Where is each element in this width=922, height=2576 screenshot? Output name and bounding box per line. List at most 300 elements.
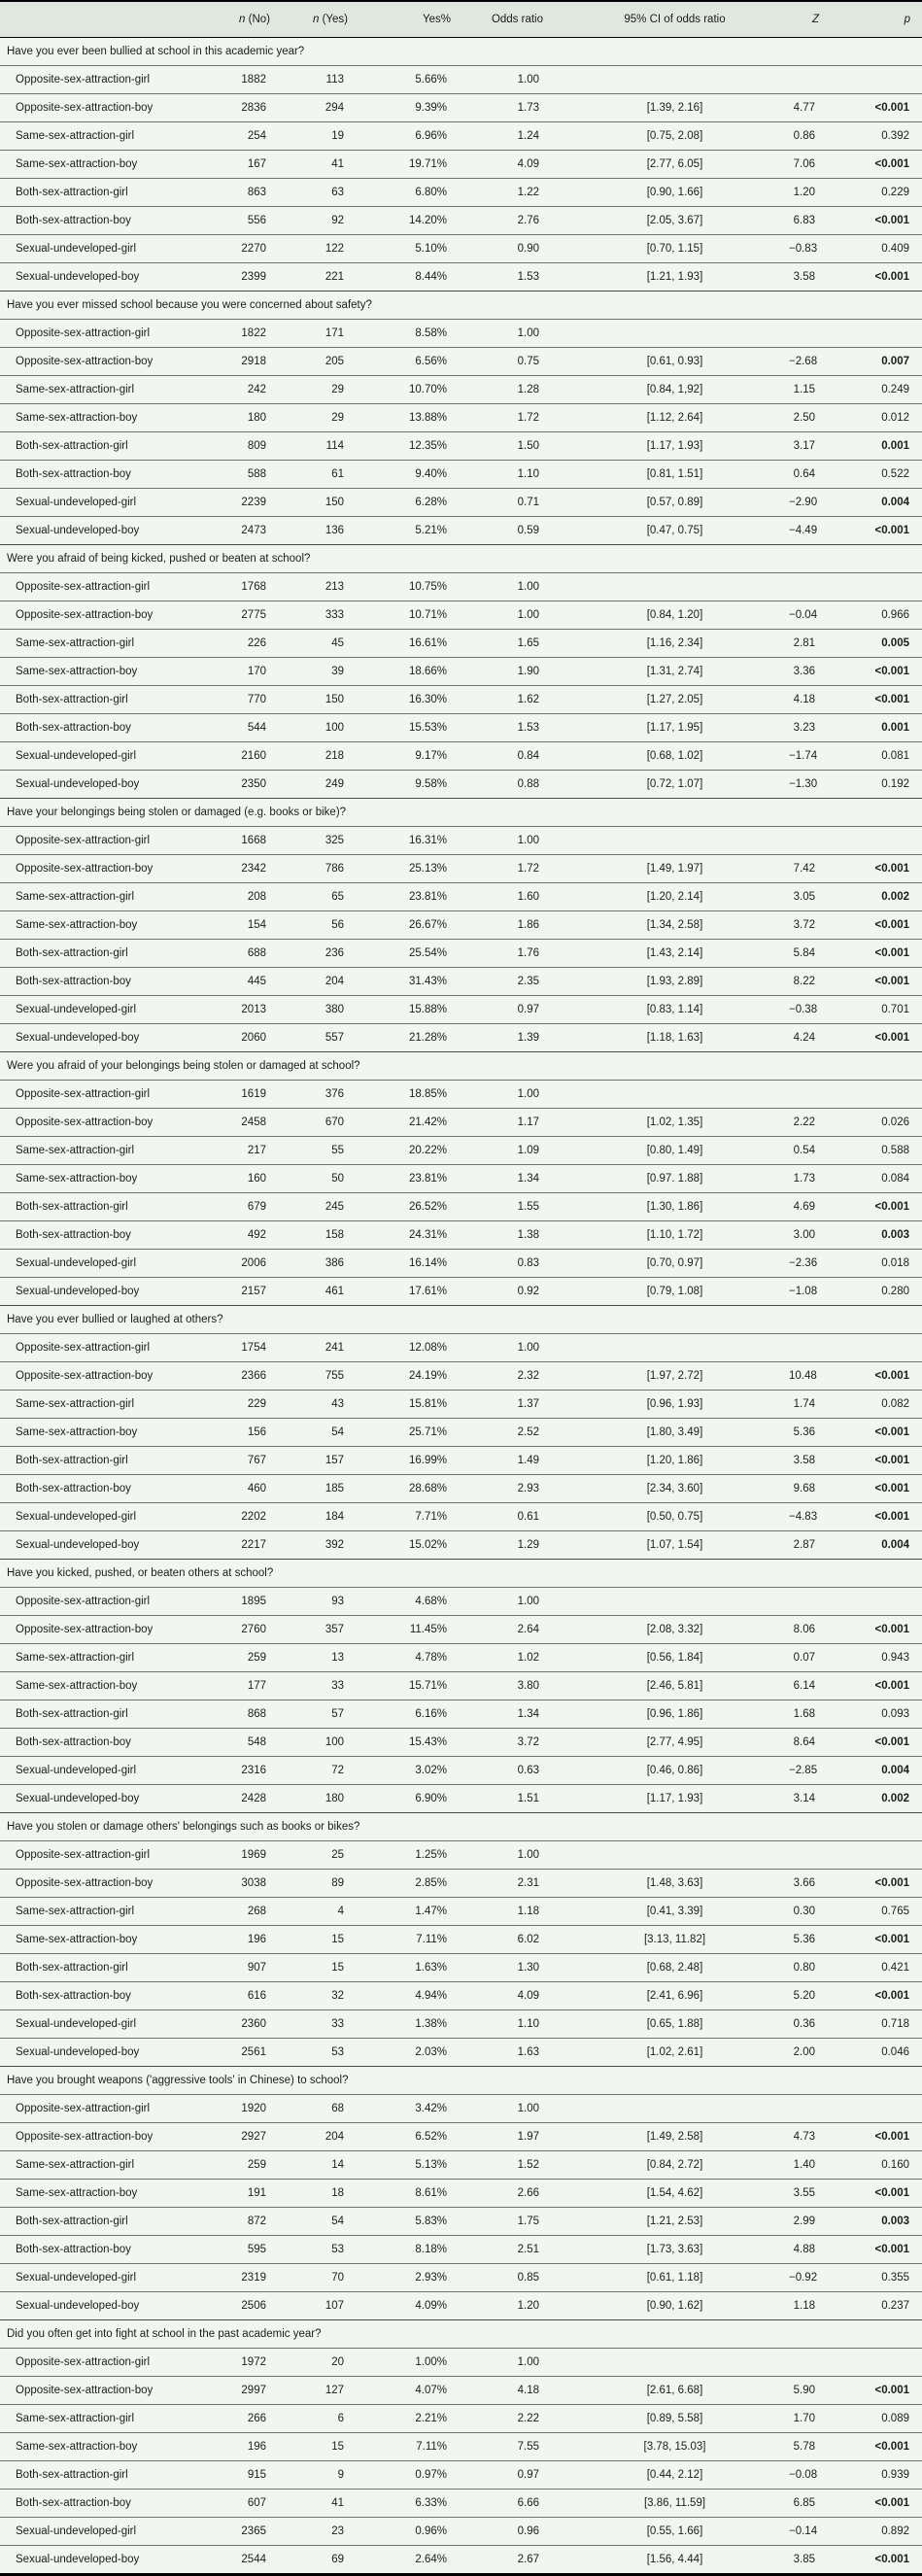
cell-n_no: 2918	[199, 348, 272, 376]
cell-z: 3.58	[788, 1447, 846, 1475]
cell-ci: [2.77, 6.05]	[545, 151, 788, 179]
cell-ci	[545, 573, 788, 601]
section-question-text: Did you often get into fight at school in the past academic year?	[0, 2320, 922, 2349]
group-label: Both-sex-attraction-boy	[0, 1475, 199, 1503]
group-label: Opposite-sex-attraction-boy	[0, 1109, 199, 1137]
cell-n_yes: 376	[272, 1081, 350, 1109]
cell-ci: [0.50, 0.75]	[545, 1503, 788, 1531]
cell-z: −1.30	[788, 771, 846, 799]
column-header-z: Z	[788, 1, 846, 38]
cell-z: 3.58	[788, 263, 846, 292]
group-label: Same-sex-attraction-girl	[0, 2405, 199, 2433]
cell-z: −4.49	[788, 517, 846, 545]
cell-n_no: 1619	[199, 1081, 272, 1109]
table-row	[0, 404, 922, 432]
cell-yes: 9.40%	[350, 461, 453, 489]
cell-n_yes: 63	[272, 179, 350, 207]
cell-n_yes: 213	[272, 573, 350, 601]
cell-ci: [3.86, 11.59]	[545, 2490, 788, 2518]
cell-n_no: 492	[199, 1221, 272, 1250]
group-label: Same-sex-attraction-girl	[0, 1391, 199, 1419]
cell-or: 2.76	[453, 207, 545, 235]
cell-n_no: 607	[199, 2490, 272, 2518]
cell-ci: [2.05, 3.67]	[545, 207, 788, 235]
cell-n_yes: 53	[272, 2039, 350, 2067]
column-header-group	[0, 1, 199, 38]
cell-n_no: 180	[199, 404, 272, 432]
cell-p	[846, 1588, 922, 1616]
cell-z: 3.72	[788, 911, 846, 940]
cell-n_yes: 92	[272, 207, 350, 235]
cell-ci: [1.48, 3.63]	[545, 1870, 788, 1898]
cell-ci: [1.17, 1.93]	[545, 1785, 788, 1813]
cell-ci: [1.02, 1.35]	[545, 1109, 788, 1137]
cell-p: <0.001	[846, 263, 922, 292]
group-label: Sexual-undeveloped-boy	[0, 1024, 199, 1052]
group-label: Sexual-undeveloped-girl	[0, 1503, 199, 1531]
cell-yes: 12.35%	[350, 432, 453, 461]
section-question-text: Have your belongings being stolen or damaged (e.g. books or bike)?	[0, 799, 922, 827]
table-row	[0, 2236, 922, 2264]
cell-n_no: 167	[199, 151, 272, 179]
table-row	[0, 151, 922, 179]
cell-n_yes: 294	[272, 94, 350, 122]
cell-ci: [0.80, 1.49]	[545, 1137, 788, 1165]
cell-yes: 16.31%	[350, 827, 453, 855]
cell-ci: [1.18, 1.63]	[545, 1024, 788, 1052]
cell-n_yes: 236	[272, 940, 350, 968]
cell-n_yes: 65	[272, 883, 350, 911]
cell-or: 1.10	[453, 461, 545, 489]
cell-n_no: 1969	[199, 1841, 272, 1870]
cell-n_no: 595	[199, 2236, 272, 2264]
cell-or: 1.51	[453, 1785, 545, 1813]
cell-p: <0.001	[846, 968, 922, 996]
cell-ci: [1.31, 2.74]	[545, 658, 788, 686]
cell-n_yes: 100	[272, 714, 350, 742]
cell-z: 3.36	[788, 658, 846, 686]
cell-ci: [1.54, 4.62]	[545, 2180, 788, 2208]
cell-or: 1.00	[453, 66, 545, 94]
cell-p: 0.012	[846, 404, 922, 432]
cell-n_yes: 33	[272, 2010, 350, 2039]
table-row	[0, 1391, 922, 1419]
cell-z: 5.78	[788, 2433, 846, 2461]
cell-n_yes: 14	[272, 2151, 350, 2180]
cell-yes: 6.16%	[350, 1700, 453, 1729]
table-row	[0, 1982, 922, 2010]
cell-ci: [1.02, 2.61]	[545, 2039, 788, 2067]
cell-z: 8.64	[788, 1729, 846, 1757]
cell-n_yes: 171	[272, 320, 350, 348]
cell-p: <0.001	[846, 1926, 922, 1954]
cell-ci: [0.84, 2.72]	[545, 2151, 788, 2180]
table-row	[0, 1926, 922, 1954]
cell-n_yes: 56	[272, 911, 350, 940]
cell-n_no: 1754	[199, 1334, 272, 1362]
cell-z: 2.81	[788, 630, 846, 658]
cell-or: 0.90	[453, 235, 545, 263]
cell-ci: [0.84, 1,92]	[545, 376, 788, 404]
cell-n_yes: 786	[272, 855, 350, 883]
cell-n_yes: 136	[272, 517, 350, 545]
cell-ci: [1.17, 1.93]	[545, 432, 788, 461]
cell-ci	[545, 827, 788, 855]
cell-p: 0.392	[846, 122, 922, 151]
cell-n_yes: 205	[272, 348, 350, 376]
cell-yes: 6.28%	[350, 489, 453, 517]
cell-yes: 3.02%	[350, 1757, 453, 1785]
group-label: Opposite-sex-attraction-girl	[0, 2349, 199, 2377]
cell-n_no: 2239	[199, 489, 272, 517]
cell-n_no: 242	[199, 376, 272, 404]
table-row	[0, 1729, 922, 1757]
cell-z: 1.15	[788, 376, 846, 404]
cell-or: 1.62	[453, 686, 545, 714]
cell-yes: 1.25%	[350, 1841, 453, 1870]
cell-p: 0.701	[846, 996, 922, 1024]
cell-n_no: 2013	[199, 996, 272, 1024]
cell-yes: 26.52%	[350, 1193, 453, 1221]
group-label: Same-sex-attraction-girl	[0, 1898, 199, 1926]
cell-z: −2.68	[788, 348, 846, 376]
cell-yes: 24.31%	[350, 1221, 453, 1250]
cell-p: <0.001	[846, 1024, 922, 1052]
cell-yes: 15.53%	[350, 714, 453, 742]
cell-ci: [1.34, 2.58]	[545, 911, 788, 940]
table-row	[0, 1503, 922, 1531]
section-question-row	[0, 38, 922, 66]
table-row	[0, 1841, 922, 1870]
cell-ci: [1.43, 2.14]	[545, 940, 788, 968]
cell-yes: 2.64%	[350, 2546, 453, 2575]
cell-ci: [1.30, 1.86]	[545, 1193, 788, 1221]
cell-n_yes: 69	[272, 2546, 350, 2575]
cell-ci: [2.46, 5.81]	[545, 1672, 788, 1700]
cell-ci: [0.72, 1.07]	[545, 771, 788, 799]
cell-p: 0.026	[846, 1109, 922, 1137]
cell-n_no: 544	[199, 714, 272, 742]
table-row	[0, 1757, 922, 1785]
group-label: Both-sex-attraction-boy	[0, 968, 199, 996]
table-row	[0, 1898, 922, 1926]
cell-p	[846, 1841, 922, 1870]
table-row	[0, 489, 922, 517]
cell-n_yes: 70	[272, 2264, 350, 2292]
cell-p: <0.001	[846, 1503, 922, 1531]
cell-yes: 15.02%	[350, 1531, 453, 1560]
cell-n_no: 2006	[199, 1250, 272, 1278]
cell-n_no: 191	[199, 2180, 272, 2208]
cell-p: <0.001	[846, 2236, 922, 2264]
table-row	[0, 235, 922, 263]
cell-yes: 23.81%	[350, 883, 453, 911]
cell-or: 1.34	[453, 1700, 545, 1729]
section-question-row	[0, 799, 922, 827]
table-row	[0, 771, 922, 799]
cell-ci: [0.90, 1.62]	[545, 2292, 788, 2320]
table-row	[0, 2208, 922, 2236]
cell-ci: [0.70, 0.97]	[545, 1250, 788, 1278]
cell-or: 0.92	[453, 1278, 545, 1306]
group-label: Sexual-undeveloped-boy	[0, 1278, 199, 1306]
table-row	[0, 573, 922, 601]
column-header-p: p	[846, 1, 922, 38]
cell-or: 0.63	[453, 1757, 545, 1785]
group-label: Both-sex-attraction-girl	[0, 2208, 199, 2236]
cell-ci: [2.41, 6.96]	[545, 1982, 788, 2010]
cell-p: 0.004	[846, 1757, 922, 1785]
cell-n_no: 2202	[199, 1503, 272, 1531]
cell-or: 1.29	[453, 1531, 545, 1560]
cell-yes: 8.44%	[350, 263, 453, 292]
cell-p: 0.409	[846, 235, 922, 263]
cell-or: 1.63	[453, 2039, 545, 2067]
group-label: Both-sex-attraction-boy	[0, 1221, 199, 1250]
cell-or: 1.10	[453, 2010, 545, 2039]
cell-or: 0.83	[453, 1250, 545, 1278]
cell-n_no: 863	[199, 179, 272, 207]
cell-z: 2.22	[788, 1109, 846, 1137]
cell-n_no: 868	[199, 1700, 272, 1729]
cell-ci: [0.61, 1.18]	[545, 2264, 788, 2292]
cell-yes: 2.03%	[350, 2039, 453, 2067]
cell-ci: [0.89, 5.58]	[545, 2405, 788, 2433]
table-row	[0, 968, 922, 996]
cell-ci: [2.34, 3.60]	[545, 1475, 788, 1503]
group-label: Sexual-undeveloped-girl	[0, 1250, 199, 1278]
cell-n_no: 872	[199, 2208, 272, 2236]
group-label: Same-sex-attraction-boy	[0, 1419, 199, 1447]
cell-n_no: 2350	[199, 771, 272, 799]
cell-yes: 4.68%	[350, 1588, 453, 1616]
section-question-row	[0, 1813, 922, 1841]
cell-yes: 25.13%	[350, 855, 453, 883]
cell-or: 0.96	[453, 2518, 545, 2546]
cell-z	[788, 2095, 846, 2123]
group-label: Sexual-undeveloped-girl	[0, 489, 199, 517]
cell-or: 1.30	[453, 1954, 545, 1982]
cell-z	[788, 66, 846, 94]
table-row	[0, 320, 922, 348]
cell-yes: 1.00%	[350, 2349, 453, 2377]
table-row	[0, 432, 922, 461]
table-row	[0, 2546, 922, 2575]
cell-ci: [1.17, 1.95]	[545, 714, 788, 742]
table-row	[0, 2292, 922, 2320]
group-label: Sexual-undeveloped-boy	[0, 517, 199, 545]
cell-yes: 4.78%	[350, 1644, 453, 1672]
cell-n_no: 2473	[199, 517, 272, 545]
cell-p	[846, 1081, 922, 1109]
cell-n_no: 2319	[199, 2264, 272, 2292]
cell-ci	[545, 1588, 788, 1616]
cell-n_yes: 43	[272, 1391, 350, 1419]
cell-or: 1.86	[453, 911, 545, 940]
group-label: Same-sex-attraction-girl	[0, 883, 199, 911]
cell-yes: 16.99%	[350, 1447, 453, 1475]
cell-n_yes: 39	[272, 658, 350, 686]
cell-or: 0.84	[453, 742, 545, 771]
cell-z	[788, 1334, 846, 1362]
table-row	[0, 1221, 922, 1250]
group-label: Same-sex-attraction-boy	[0, 911, 199, 940]
cell-ci: [0.47, 0.75]	[545, 517, 788, 545]
table-row	[0, 855, 922, 883]
cell-z	[788, 573, 846, 601]
cell-z: 3.14	[788, 1785, 846, 1813]
cell-n_no: 1768	[199, 573, 272, 601]
cell-n_yes: 89	[272, 1870, 350, 1898]
group-label: Both-sex-attraction-boy	[0, 2236, 199, 2264]
cell-z: 0.07	[788, 1644, 846, 1672]
table-row	[0, 2377, 922, 2405]
group-label: Opposite-sex-attraction-girl	[0, 1841, 199, 1870]
cell-p: <0.001	[846, 2490, 922, 2518]
cell-yes: 7.71%	[350, 1503, 453, 1531]
cell-p: <0.001	[846, 2546, 922, 2575]
cell-ci: [0.84, 1.20]	[545, 601, 788, 630]
cell-n_no: 2506	[199, 2292, 272, 2320]
group-label: Both-sex-attraction-girl	[0, 179, 199, 207]
table-row	[0, 1672, 922, 1700]
cell-p: 0.001	[846, 432, 922, 461]
cell-p: 0.082	[846, 1391, 922, 1419]
cell-p: 0.943	[846, 1644, 922, 1672]
table-row	[0, 1447, 922, 1475]
group-label: Sexual-undeveloped-girl	[0, 2264, 199, 2292]
cell-or: 4.09	[453, 1982, 545, 2010]
group-label: Same-sex-attraction-boy	[0, 1926, 199, 1954]
cell-p	[846, 66, 922, 94]
cell-n_yes: 41	[272, 151, 350, 179]
cell-yes: 10.75%	[350, 573, 453, 601]
group-label: Same-sex-attraction-girl	[0, 1137, 199, 1165]
cell-n_yes: 19	[272, 122, 350, 151]
cell-p: <0.001	[846, 686, 922, 714]
cell-z: 3.00	[788, 1221, 846, 1250]
group-label: Same-sex-attraction-girl	[0, 1644, 199, 1672]
cell-p: <0.001	[846, 855, 922, 883]
cell-n_yes: 157	[272, 1447, 350, 1475]
cell-ci: [2.08, 3.32]	[545, 1616, 788, 1644]
cell-p: 0.588	[846, 1137, 922, 1165]
cell-z: 4.88	[788, 2236, 846, 2264]
table-row	[0, 517, 922, 545]
cell-yes: 6.80%	[350, 179, 453, 207]
cell-z	[788, 1588, 846, 1616]
cell-ci: [0.68, 2.48]	[545, 1954, 788, 1982]
table-row	[0, 742, 922, 771]
table-row	[0, 66, 922, 94]
table-row	[0, 2264, 922, 2292]
cell-n_yes: 113	[272, 66, 350, 94]
cell-n_no: 2458	[199, 1109, 272, 1137]
cell-n_yes: 333	[272, 601, 350, 630]
cell-p: 0.249	[846, 376, 922, 404]
cell-ci: [0.68, 1.02]	[545, 742, 788, 771]
cell-n_no: 2060	[199, 1024, 272, 1052]
section-question-text: Have you ever bullied or laughed at others?	[0, 1306, 922, 1334]
cell-ci: [0.97. 1.88]	[545, 1165, 788, 1193]
cell-z: 3.66	[788, 1870, 846, 1898]
cell-p: 0.280	[846, 1278, 922, 1306]
group-label: Both-sex-attraction-girl	[0, 1447, 199, 1475]
group-label: Opposite-sex-attraction-boy	[0, 1362, 199, 1391]
table-row	[0, 1700, 922, 1729]
cell-ci: [2.77, 4.95]	[545, 1729, 788, 1757]
cell-ci: [1.80, 3.49]	[545, 1419, 788, 1447]
cell-z: 0.36	[788, 2010, 846, 2039]
cell-z: 1.20	[788, 179, 846, 207]
cell-n_yes: 158	[272, 1221, 350, 1250]
cell-p: 0.089	[846, 2405, 922, 2433]
cell-or: 1.00	[453, 827, 545, 855]
cell-or: 1.72	[453, 855, 545, 883]
cell-n_no: 2160	[199, 742, 272, 771]
cell-z: 3.17	[788, 432, 846, 461]
cell-yes: 25.71%	[350, 1419, 453, 1447]
cell-yes: 12.08%	[350, 1334, 453, 1362]
cell-yes: 2.21%	[350, 2405, 453, 2433]
cell-z: 5.36	[788, 1419, 846, 1447]
cell-p: <0.001	[846, 1982, 922, 2010]
cell-yes: 4.07%	[350, 2377, 453, 2405]
table-row	[0, 2518, 922, 2546]
cell-n_yes: 204	[272, 2123, 350, 2151]
group-label: Opposite-sex-attraction-girl	[0, 320, 199, 348]
cell-n_no: 2365	[199, 2518, 272, 2546]
group-label: Opposite-sex-attraction-girl	[0, 1081, 199, 1109]
cell-yes: 0.96%	[350, 2518, 453, 2546]
section-question-text: Have you ever missed school because you were concerned about safety?	[0, 292, 922, 320]
cell-or: 1.00	[453, 1841, 545, 1870]
cell-n_no: 170	[199, 658, 272, 686]
cell-ci: [0.83, 1.14]	[545, 996, 788, 1024]
cell-z: 1.40	[788, 2151, 846, 2180]
cell-or: 0.75	[453, 348, 545, 376]
cell-p: 0.005	[846, 630, 922, 658]
cell-or: 2.93	[453, 1475, 545, 1503]
cell-n_no: 2342	[199, 855, 272, 883]
cell-or: 0.88	[453, 771, 545, 799]
cell-yes: 8.18%	[350, 2236, 453, 2264]
cell-z: 4.18	[788, 686, 846, 714]
cell-n_no: 2836	[199, 94, 272, 122]
cell-n_yes: 45	[272, 630, 350, 658]
cell-ci	[545, 1334, 788, 1362]
group-label: Opposite-sex-attraction-boy	[0, 855, 199, 883]
cell-n_no: 2760	[199, 1616, 272, 1644]
cell-p	[846, 2349, 922, 2377]
cell-yes: 7.11%	[350, 2433, 453, 2461]
cell-n_yes: 380	[272, 996, 350, 1024]
group-label: Both-sex-attraction-boy	[0, 1729, 199, 1757]
cell-yes: 5.66%	[350, 66, 453, 94]
cell-or: 1.00	[453, 2349, 545, 2377]
cell-yes: 11.45%	[350, 1616, 453, 1644]
cell-ci: [0.96, 1.93]	[545, 1391, 788, 1419]
cell-n_yes: 29	[272, 404, 350, 432]
cell-n_yes: 20	[272, 2349, 350, 2377]
cell-n_no: 767	[199, 1447, 272, 1475]
group-label: Same-sex-attraction-girl	[0, 2151, 199, 2180]
table-row	[0, 263, 922, 292]
cell-or: 1.00	[453, 1334, 545, 1362]
column-header-or: Odds ratio	[453, 1, 545, 38]
section-question-row	[0, 1052, 922, 1081]
cell-n_yes: 127	[272, 2377, 350, 2405]
